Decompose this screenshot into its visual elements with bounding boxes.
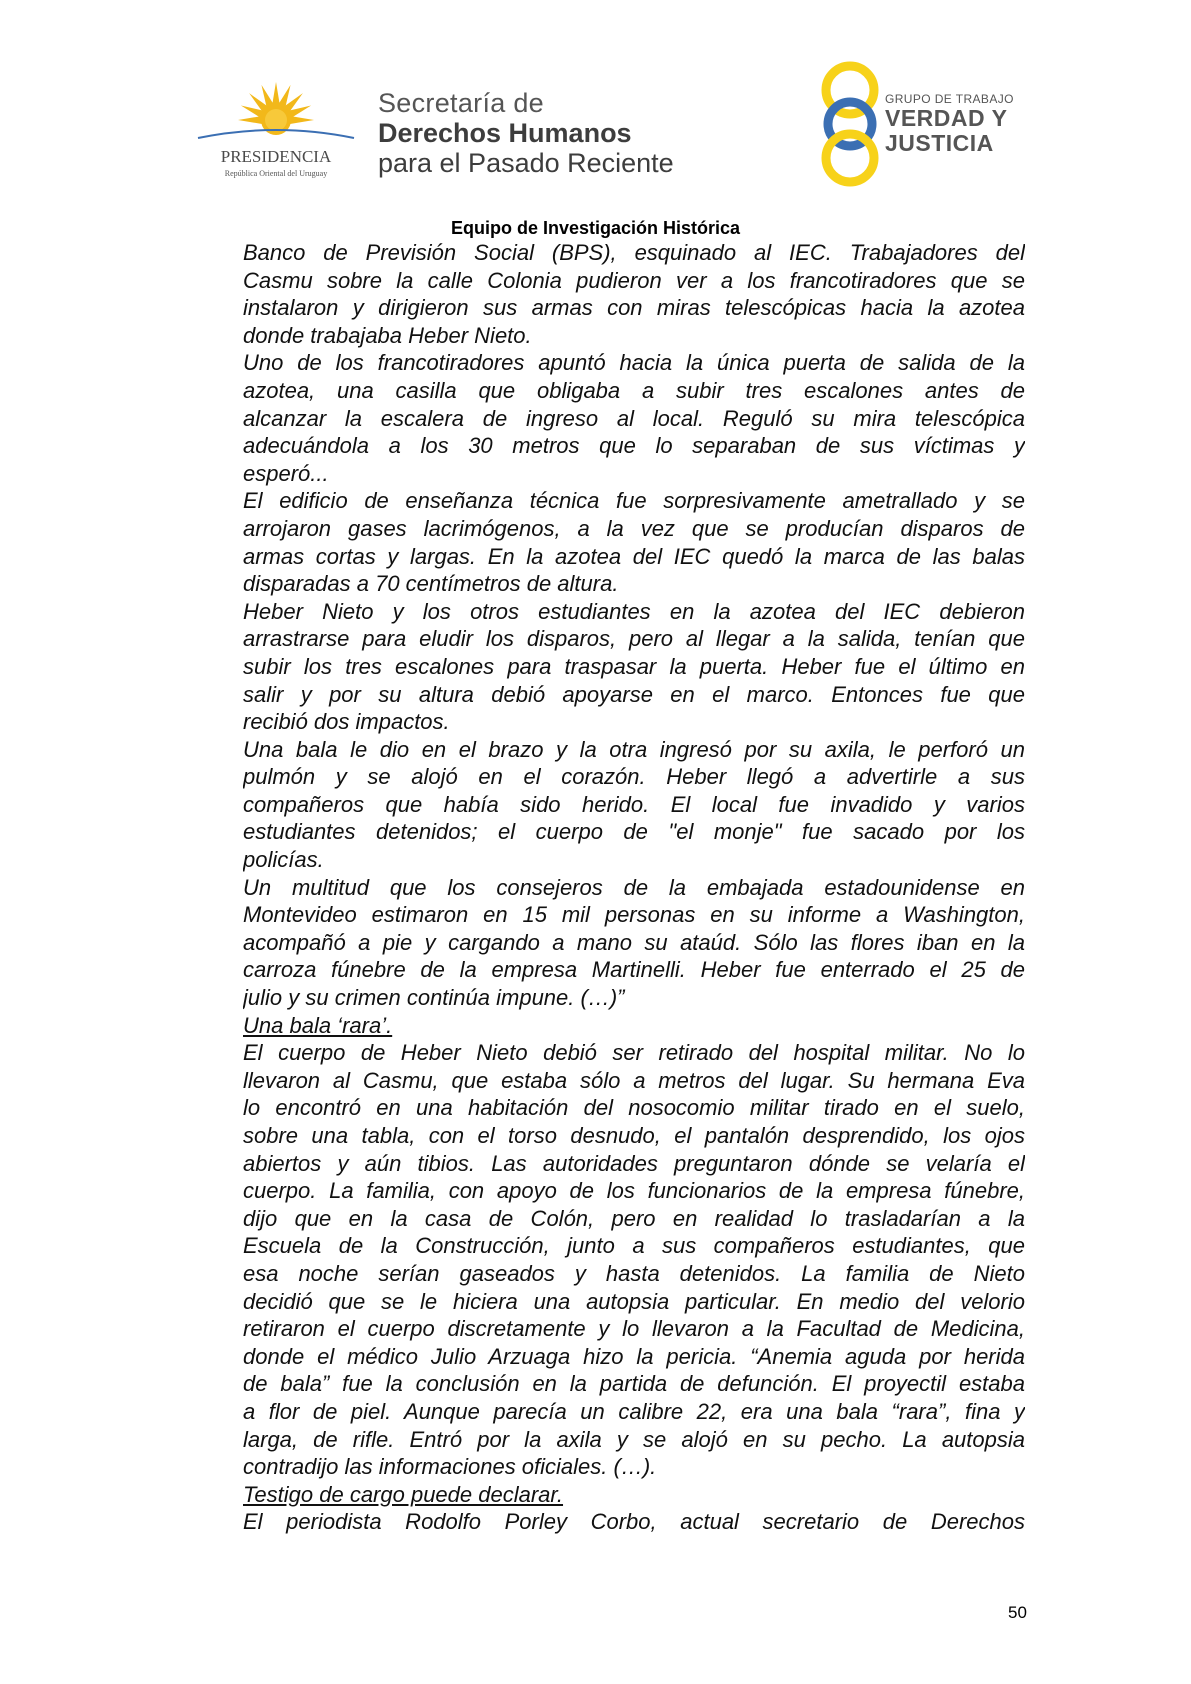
presidencia-logo — [196, 78, 356, 188]
text-line: alcanzar la escalera de ingreso al local. Reguló su mira telescópica — [243, 405, 1025, 431]
text-line: Montevideo estimaron en 15 mil personas en su informe a Washington, — [243, 902, 1025, 928]
text-line: sobre una tabla, con el torso desnudo, el pantalón desprendido, los ojos — [243, 1123, 1025, 1148]
section-heading: Equipo de Investigación Histórica — [450, 218, 741, 238]
secretaria-title — [378, 88, 674, 178]
presidencia-logo-text: PRESIDENCIA — [220, 147, 332, 166]
text-line: esperó... — [243, 460, 329, 486]
text-line: donde el médico Julio Arzuaga hizo la pericia. “Anemia aguda por herida — [243, 1343, 1025, 1369]
text-line: decidió que se le hiciera una autopsia particular. En medio del velorio — [243, 1288, 1025, 1314]
text-line — [243, 1481, 1025, 1509]
body-text — [243, 239, 1025, 1536]
text-line: lo encontró en una habitación del nosocomio militar tirado en el suelo, — [243, 1095, 1025, 1121]
text-line: estudiantes detenidos; el cuerpo de "el monje" fue sacado por los — [243, 819, 1025, 845]
presidencia-logo-subtext: República Oriental del Uruguay — [224, 169, 328, 178]
text-line: Heber Nieto y los otros estudiantes en la azotea del IEC debieron — [243, 598, 1025, 624]
secretaria-line2: Derechos Humanos — [378, 118, 632, 148]
text-line: de bala” fue la conclusión en la partida de defunción. El proyectil estaba — [243, 1371, 1025, 1397]
text-line: El edificio de enseñanza técnica fue sorpresivamente ametrallado y se — [243, 488, 1025, 514]
text-line — [243, 1012, 1025, 1040]
secretaria-line1: Secretaría de — [378, 88, 544, 118]
text-line: arrastrarse para eludir los disparos, pero al llegar a la salida, tenían que — [243, 626, 1025, 652]
text-line: salir y por su altura debió apoyarse en el marco. Entonces fue que — [243, 681, 1025, 707]
text-line: larga, de rifle. Entró por la axila y se alojó en su pecho. La autopsia — [243, 1426, 1025, 1452]
text-line: Un multitud que los consejeros de la embajada estadounidense en — [243, 874, 1025, 900]
text-line: abiertos y aún tibios. Las autoridades preguntaron dónde se velaría el — [243, 1150, 1025, 1176]
text-line: compañeros que había sido herido. El local fue invadido y varios — [243, 791, 1025, 817]
grupo-trabajo-text — [885, 93, 1014, 156]
text-line: azotea, una casilla que obligaba a subir tres escalones antes de — [243, 377, 1025, 403]
text-line: donde trabajaba Heber Nieto. — [243, 322, 532, 348]
text-line: retiraron el cuerpo discretamente y lo llevaron a la Facultad de Medicina, — [243, 1316, 1025, 1342]
rings-emblem-icon — [812, 60, 892, 190]
text-line: Una bala le dio en el brazo y la otra ingresó por su axila, le perforó un — [243, 736, 1025, 762]
text-line: Casmu sobre la calle Colonia pudieron ver a los francotiradores que se — [243, 267, 1025, 293]
text-line: carroza fúnebre de la empresa Martinelli. Heber fue enterrado el 25 de — [243, 957, 1025, 983]
text-line: cuerpo. La familia, con apoyo de los funcionarios de la empresa fúnebre, — [243, 1178, 1025, 1204]
underlined-subheading: Una bala ‘rara’. — [243, 1012, 393, 1038]
text-line: adecuándola a los 30 metros que lo separaban de sus víctimas y — [243, 433, 1025, 459]
text-line: instalaron y dirigieron sus armas con miras telescópicas hacia la azotea — [243, 295, 1025, 321]
text-line: El periodista Rodolfo Porley Corbo, actual secretario de Derechos — [243, 1509, 1025, 1535]
text-line: Banco de Previsión Social (BPS), esquinado al IEC. Trabajadores del — [243, 240, 1025, 265]
text-line: esa noche serían gaseados y hasta detenidos. La familia de Nieto — [243, 1260, 1025, 1286]
text-line: llevaron al Casmu, que estaba sólo a metros del lugar. Su hermana Eva — [243, 1067, 1025, 1093]
secretaria-line3: para el Pasado Reciente — [378, 148, 674, 178]
text-line: pulmón y se alojó en el corazón. Heber llegó a advertirle a sus — [243, 764, 1025, 790]
underlined-subheading: Testigo de cargo puede declarar. — [243, 1481, 564, 1507]
text-line: julio y su crimen continúa impune. (…)” — [243, 985, 625, 1011]
text-line: acompañó a pie y cargando a mano su ataúd. Sólo las flores iban en la — [243, 929, 1025, 955]
text-line: a flor de piel. Aunque parecía un calibre 22, era una bala “rara”, fina y — [243, 1398, 1025, 1424]
text-line: recibió dos impactos. — [243, 709, 450, 735]
text-line: policías. — [243, 847, 324, 873]
sun-emblem-icon — [196, 78, 356, 188]
text-line: arrojaron gases lacrimógenos, a la vez que se producían disparos de — [243, 515, 1025, 541]
text-line: armas cortas y largas. En la azotea del IEC quedó la marca de las balas — [243, 543, 1025, 569]
grupo-line3: JUSTICIA — [885, 130, 994, 156]
grupo-line1: GRUPO DE TRABAJO — [885, 92, 1014, 106]
text-line: El cuerpo de Heber Nieto debió ser retirado del hospital militar. No lo — [243, 1040, 1025, 1066]
text-line: disparadas a 70 centímetros de altura. — [243, 571, 619, 597]
text-line: subir los tres escalones para traspasar la puerta. Heber fue el último en — [243, 653, 1025, 679]
page-number: 50 — [1008, 1603, 1027, 1622]
text-line: dijo que en la casa de Colón, pero en realidad lo trasladarían a la — [243, 1205, 1025, 1231]
grupo-line2: VERDAD Y — [885, 105, 1008, 131]
text-line: contradijo las informaciones oficiales. (…). — [243, 1454, 657, 1480]
text-line: Uno de los francotiradores apuntó hacia la única puerta de salida de la — [243, 350, 1025, 376]
text-line: Escuela de la Construcción, junto a sus compañeros estudiantes, que — [243, 1233, 1025, 1259]
